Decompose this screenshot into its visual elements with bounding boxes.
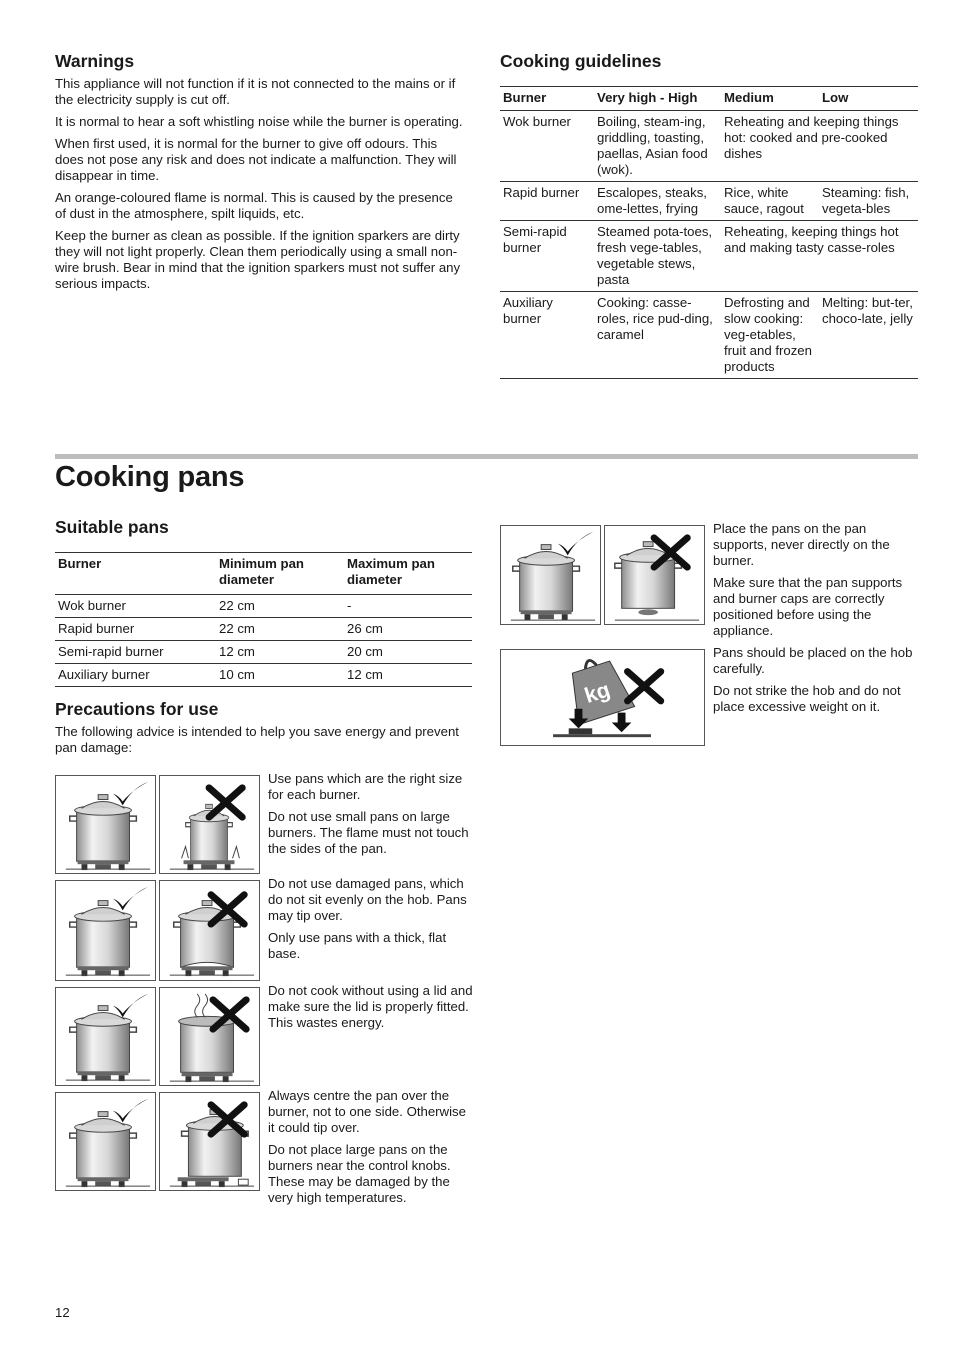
table-cell: Boiling, steam-ing, griddling, toasting, paellas, Asian food (wok).	[597, 114, 708, 177]
precaution-text-4	[268, 1088, 473, 1212]
precaution-paragraph: Do not cook without using a lid and make sure the lid is properly fitted. This wastes energy.	[268, 983, 473, 1030]
right-paragraph: Do not strike the hob and do not place excessive weight on it.	[713, 683, 901, 714]
guidelines-header: Burner	[503, 90, 547, 105]
table-cell: Cooking: casse-roles, rice pud-ding, caramel	[597, 295, 713, 342]
table-cell: Reheating and keeping things hot: cooked and pre-cooked dishes	[724, 114, 899, 161]
right-column-text	[713, 521, 918, 721]
table-row	[500, 111, 918, 182]
pan-figure-correct	[55, 1092, 156, 1191]
table-cell: Auxiliary burner	[503, 295, 553, 326]
table-cell: Reheating, keeping things hot and making tasty casse-roles	[724, 224, 899, 255]
table-cell: Rice, white sauce, ragout	[724, 185, 804, 216]
table-cell: 12 cm	[347, 667, 383, 682]
check-icon	[113, 887, 148, 911]
pan-figure-incorrect	[159, 1092, 260, 1191]
suitable-pans-header: Maximum pan diameter	[347, 556, 435, 587]
warnings-paragraph: This appliance will not function if it is not connected to the mains or if the electricity supply is cut off.	[55, 76, 456, 107]
right-paragraph: Place the pans on the pan supports, never directly on the burner.	[713, 521, 890, 568]
pan-figure-incorrect	[159, 987, 260, 1086]
table-cell: 12 cm	[219, 644, 255, 659]
table-cell: Rapid burner	[58, 621, 135, 636]
table-row	[55, 595, 472, 618]
suitable-pans-header: Minimum pan diameter	[219, 556, 304, 587]
precaution-paragraph: Do not use small pans on large burners. The flame must not touch the sides of the pan.	[268, 809, 469, 856]
check-icon	[113, 1099, 148, 1123]
precautions-intro: The following advice is intended to help you save energy and prevent pan damage:	[55, 724, 459, 755]
pan-figure-correct	[55, 880, 156, 981]
table-cell: Wok burner	[58, 598, 126, 613]
table-cell: Melting: but-ter, choco-late, jelly	[822, 295, 913, 326]
table-cell: Defrosting and slow cooking: veg-etables, fruit and frozen products	[724, 295, 812, 374]
guidelines-header: Very high - High	[597, 90, 698, 105]
guidelines-title: Cooking guidelines	[500, 51, 662, 71]
precaution-paragraph: Only use pans with a thick, flat base.	[268, 930, 447, 961]
check-icon	[558, 532, 593, 556]
section-divider	[55, 454, 918, 459]
pan-figure-incorrect	[604, 525, 705, 625]
warnings-paragraph: When first used, it is normal for the burner to give off odours. This does not pose any risk and does not indicate a malfunction. They will disappear in time.	[55, 136, 457, 183]
table-cell: Semi-rapid burner	[503, 224, 567, 255]
check-icon	[113, 994, 148, 1018]
precaution-text-3	[268, 983, 473, 1037]
warnings-paragraph: Keep the burner as clean as possible. If the ignition sparkers are dirty they will not light properly. Clean them periodically using a small non-wire brush. Bear in mind that the ignition sparkers must not suffer any serious impacts.	[55, 228, 461, 291]
warnings-paragraph: An orange-coloured flame is normal. This is caused by the presence of dust in the atmosphere, spilt liquids, etc.	[55, 190, 453, 221]
precaution-paragraph: Use pans which are the right size for each burner.	[268, 771, 463, 802]
table-cell: Escalopes, steaks, ome-lettes, frying	[597, 185, 707, 216]
table-cell: 26 cm	[347, 621, 383, 636]
table-cell: Auxiliary burner	[58, 667, 150, 682]
guidelines-header: Medium	[724, 90, 774, 105]
right-paragraph: Pans should be placed on the hob carefully.	[713, 645, 913, 676]
table-row	[500, 182, 918, 221]
table-cell: Semi-rapid burner	[58, 644, 164, 659]
pan-figure-correct	[55, 775, 156, 874]
table-cell: -	[347, 598, 352, 613]
table-cell: Steamed pota-toes, fresh vege-tables, vegetable stews, pasta	[597, 224, 713, 287]
guidelines-header: Low	[822, 90, 849, 105]
table-cell: 22 cm	[219, 621, 255, 636]
section-title: Cooking pans	[55, 461, 245, 493]
precaution-text-2	[268, 876, 473, 968]
table-cell: 10 cm	[219, 667, 255, 682]
suitable-pans-title: Suitable pans	[55, 517, 169, 537]
table-row	[500, 292, 918, 379]
weight-label: kg	[581, 677, 613, 709]
table-row	[500, 221, 918, 292]
pan-figure-correct	[500, 525, 601, 625]
table-cell: 22 cm	[219, 598, 255, 613]
table-cell: 20 cm	[347, 644, 383, 659]
table-cell: Rapid burner	[503, 185, 580, 200]
precaution-paragraph: Always centre the pan over the burner, not to one side. Otherwise it could tip over.	[268, 1088, 466, 1135]
table-row	[55, 641, 472, 664]
cross-icon	[627, 672, 660, 701]
weight-figure	[500, 649, 705, 746]
precaution-paragraph: Do not place large pans on the burners near the control knobs. These may be damaged by the very high temperatures.	[268, 1142, 451, 1205]
cross-icon	[209, 788, 242, 817]
precaution-paragraph: Do not use damaged pans, which do not sit evenly on the hob. Pans may tip over.	[268, 876, 467, 923]
suitable-pans-table	[55, 552, 472, 687]
table-row	[55, 664, 472, 687]
pan-figure-incorrect	[159, 775, 260, 874]
precautions-title: Precautions for use	[55, 699, 219, 719]
guidelines-table	[500, 86, 918, 379]
table-cell: Wok burner	[503, 114, 571, 129]
warnings-text	[55, 76, 465, 298]
check-icon	[113, 782, 148, 806]
warnings-title: Warnings	[55, 51, 135, 71]
suitable-pans-header: Burner	[58, 556, 102, 571]
page-number: 12	[55, 1305, 70, 1320]
right-paragraph: Make sure that the pan supports and burner caps are correctly positioned before using the appliance.	[713, 575, 903, 638]
warnings-paragraph: It is normal to hear a soft whistling noise while the burner is operating.	[55, 114, 463, 129]
table-row	[55, 618, 472, 641]
pan-figure-correct	[55, 987, 156, 1086]
pan-figure-incorrect	[159, 880, 260, 981]
precaution-text-1	[268, 771, 473, 863]
table-cell: Steaming: fish, vegeta-bles	[822, 185, 910, 216]
